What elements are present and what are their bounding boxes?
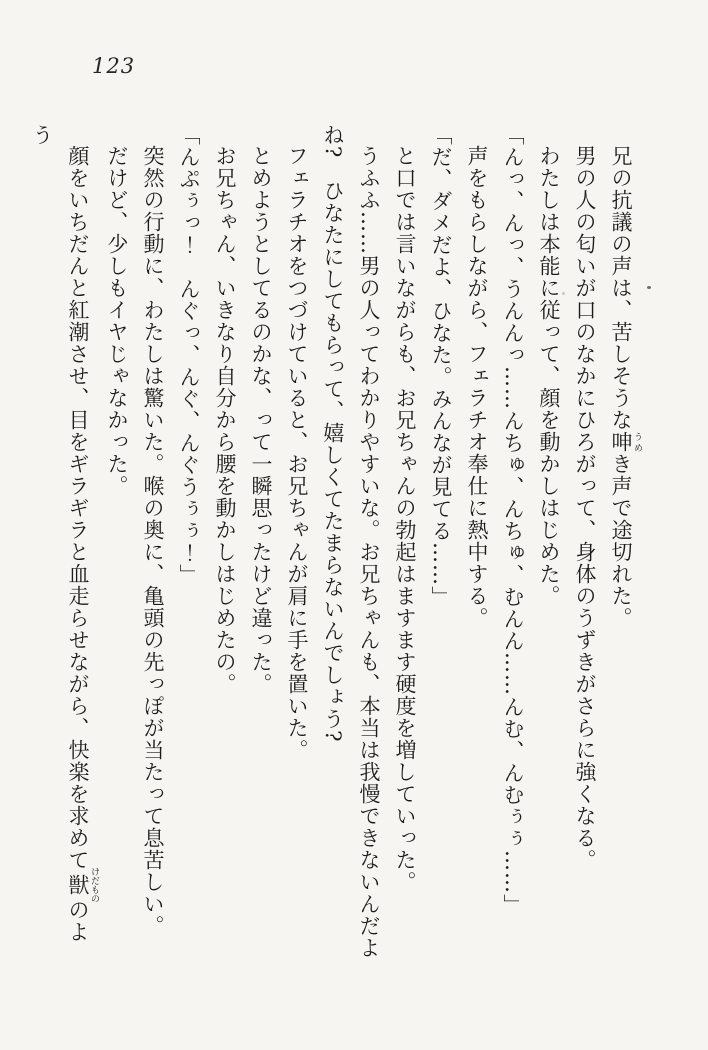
text-line: だけど、少しもイヤじゃなかった。 — [105, 145, 129, 497]
text-line: 「んっ、んっ、うんんっ……んちゅ、んちゅ、むんん……んむ、んむぅぅ……」 — [501, 124, 525, 916]
text-line: 顔をいちだんと紅潮させ、目をギラギラと血走らせながら、快楽を求めて獣 けだもののよう — [30, 124, 99, 943]
ruby-annotated-word: 獣 けだもの — [66, 867, 99, 903]
scan-speck — [562, 292, 565, 295]
text-line: お兄ちゃん、いきなり自分から腰を動かしはじめたの。 — [213, 145, 237, 695]
text-line: 男の人の匂いが口のなかにひろがって、身体のうずきがさらに強くなる。 — [573, 145, 597, 871]
text-line: 突然の行動に、わたしは驚いた。喉の奥に、亀頭の先っぽが当たって息苦しい。 — [141, 145, 165, 937]
scan-speck — [647, 286, 651, 289]
text-line: 兄の抗議の声は、苦しそうな呻 うめき声で途切れた。 — [609, 145, 642, 629]
text-line: 「だ、ダメだよ、ひなた。みんなが見てる……」 — [429, 124, 453, 608]
text-line: 「んぷぅっ！ んぐっ、んぐ、んぐうぅぅ！」 — [177, 124, 201, 586]
page-number: 123 — [92, 54, 136, 78]
text-line: わたしは本能に従って、顔を動かしはじめた。 — [537, 145, 561, 607]
text-line: とめようとしてるのかな、って一瞬思ったけど違った。 — [249, 145, 273, 695]
ruby-annotated-word: 呻 うめ — [609, 431, 642, 453]
text-line: と口では言いながらも、お兄ちゃんの勃起はますます硬度を増していった。 — [393, 145, 417, 893]
text-line: ね? ひなたにしてもらって、嬉しくてたまらないんでしょう? — [321, 124, 345, 743]
text-block — [24, 124, 642, 964]
text-line: 声をもらしながら、フェラチオ奉仕に熱中する。 — [465, 145, 489, 629]
text-line: フェラチオをつづけていると、お兄ちゃんが肩に手を置いた。 — [285, 145, 309, 761]
text-line: うふふ……男の人ってわかりやすいな。お兄ちゃんも、本当は我慢できないんだよ — [357, 145, 381, 959]
